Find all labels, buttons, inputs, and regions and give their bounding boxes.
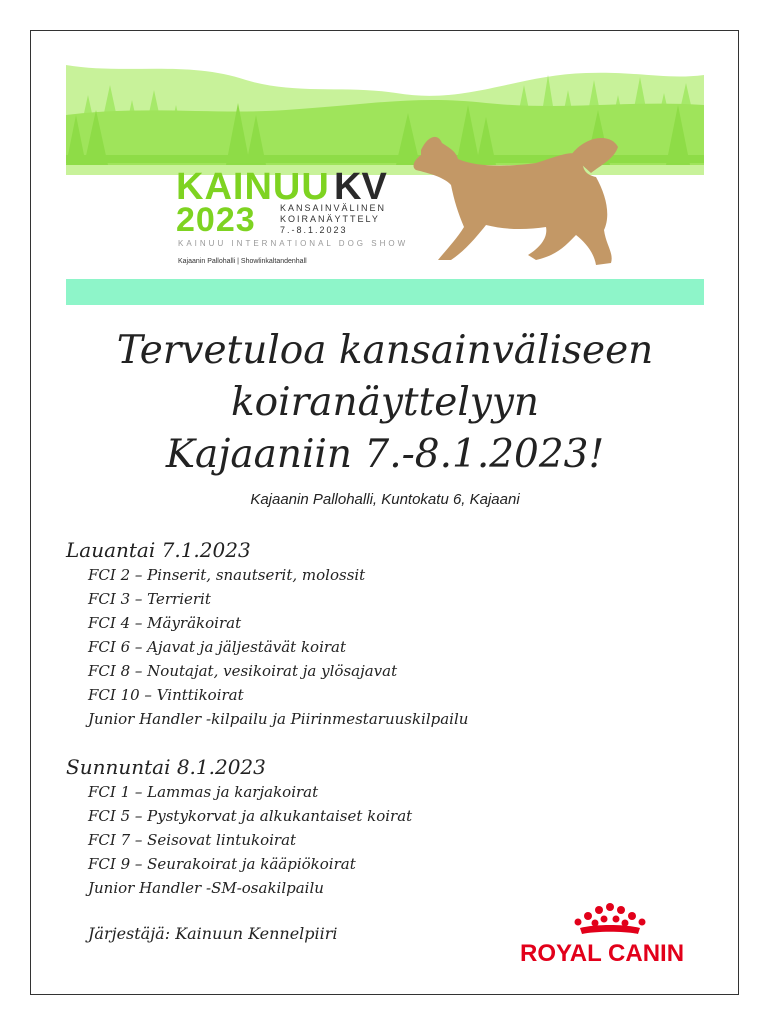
title-line2: koiranäyttelyyn xyxy=(231,380,539,425)
event-banner xyxy=(66,55,704,305)
list-item: FCI 2 – Pinserit, snautserit, molossit xyxy=(88,566,366,584)
page-title xyxy=(80,325,690,481)
royal-canin-wordmark: ROYAL CANIN xyxy=(520,940,685,967)
venue-address: Kajaanin Pallohalli, Kuntokatu 6, Kajaani xyxy=(250,491,520,508)
list-item: FCI 1 – Lammas ja karjakoirat xyxy=(88,783,319,801)
list-item: FCI 4 – Mäyräkoirat xyxy=(88,614,242,632)
logo-year: 2023 xyxy=(176,201,256,239)
list-item: Junior Handler -SM-osakilpailu xyxy=(88,879,324,897)
logo-subtitle xyxy=(280,203,386,236)
list-item: FCI 3 – Terrierit xyxy=(88,590,211,608)
crown-icon xyxy=(520,902,706,938)
list-item: FCI 6 – Ajavat ja jäljestävät koirat xyxy=(88,638,347,656)
logo-place: Kajaanin Pallohalli | Showlinkaltandenhall xyxy=(178,258,307,265)
logo-dates: 7.-8.1.2023 xyxy=(280,225,348,235)
list-item: FCI 10 – Vinttikoirat xyxy=(88,686,244,704)
mint-strip xyxy=(66,279,704,305)
title-line3: Kajaaniin 7.-8.1.2023! xyxy=(165,432,605,477)
logo-english: KAINUU INTERNATIONAL DOG SHOW xyxy=(178,239,409,248)
list-item: FCI 7 – Seisovat lintukoirat xyxy=(88,831,297,849)
royal-canin-logo xyxy=(520,902,706,968)
logo-kainuu: KAINUU xyxy=(176,166,330,208)
organizer: Järjestäjä: Kainuun Kennelpiiri xyxy=(88,924,338,943)
sunday-list xyxy=(88,780,412,900)
sunday-heading: Sunnuntai 8.1.2023 xyxy=(66,755,266,779)
list-item: FCI 8 – Noutajat, vesikoirat ja ylösajavat xyxy=(88,662,398,680)
list-item: FCI 9 – Seurakoirat ja kääpiökoirat xyxy=(88,855,356,873)
title-line1: Tervetuloa kansainväliseen xyxy=(116,328,654,373)
saturday-list xyxy=(88,563,468,731)
logo-subtitle-line2: KOIRANÄYTTELY xyxy=(280,214,380,224)
list-item: FCI 5 – Pystykorvat ja alkukantaiset koirat xyxy=(88,807,413,825)
logo-subtitle-line1: KANSAINVÄLINEN xyxy=(280,203,387,213)
logo-kv: KV xyxy=(334,166,387,208)
list-item: Junior Handler -kilpailu ja Piirinmestaruuskilpailu xyxy=(88,710,469,728)
saturday-heading: Lauantai 7.1.2023 xyxy=(66,538,251,562)
